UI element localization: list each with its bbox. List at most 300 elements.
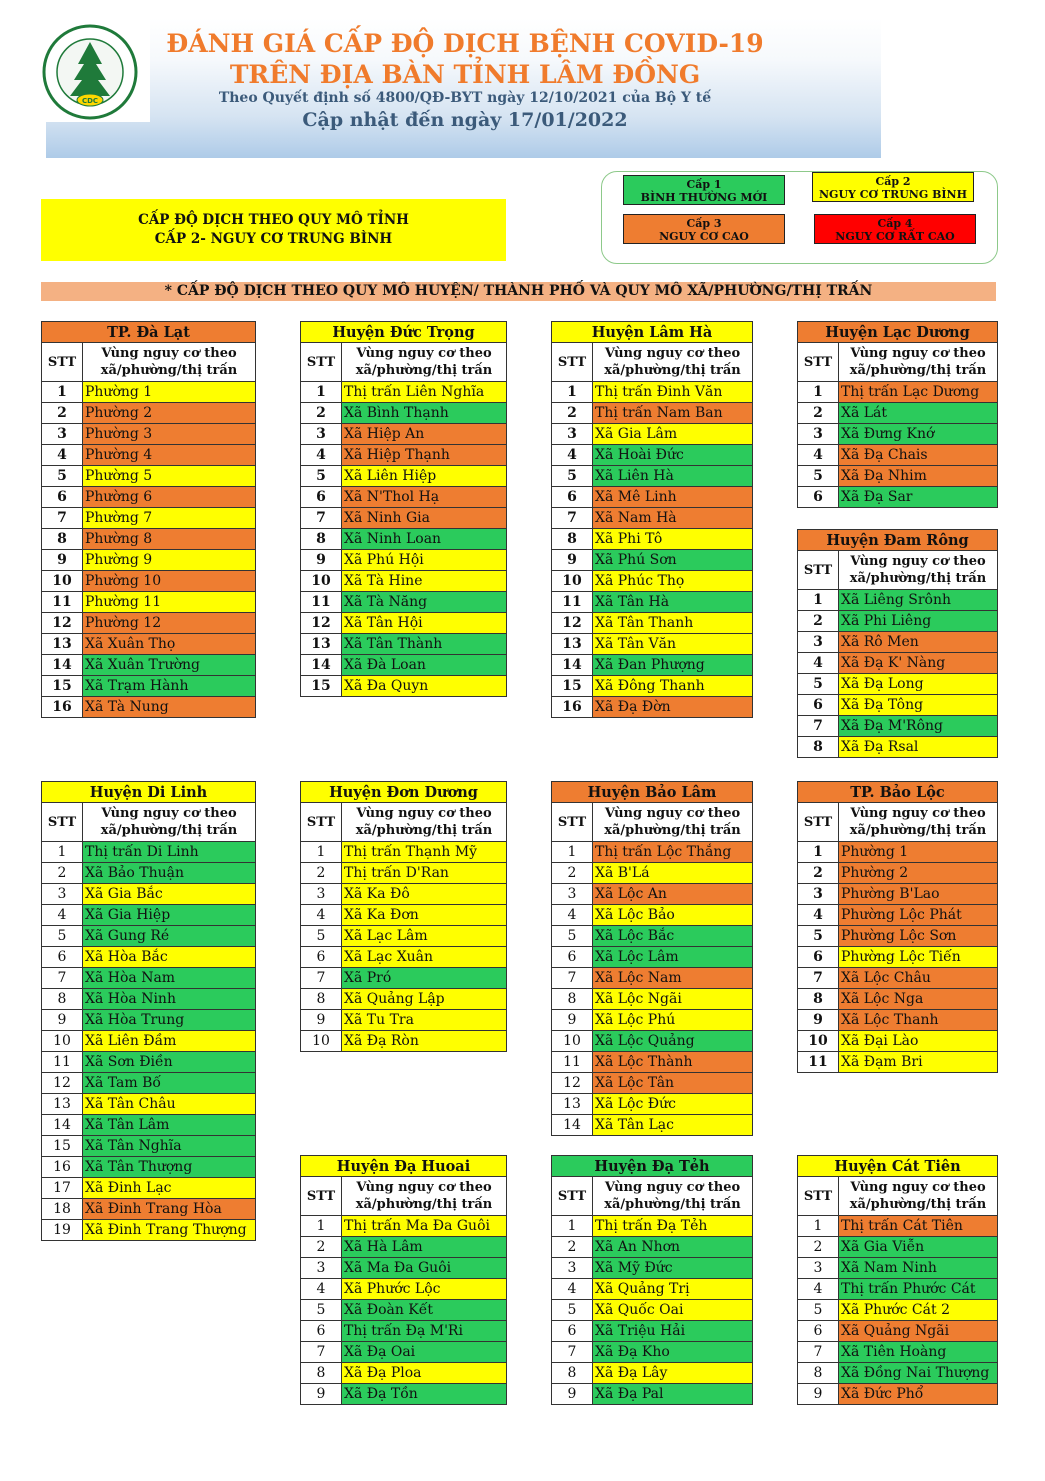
column-header-stt: STT [552, 343, 593, 382]
row-area-name: Xã Đạ M'Rông [839, 716, 998, 737]
row-area-name: Xã Lộc An [593, 884, 753, 905]
row-area-name: Xã Lạc Xuân [342, 947, 507, 968]
row-stt: 8 [42, 529, 83, 550]
table-row [301, 529, 507, 550]
row-area-name: Xã Liên Đầm [83, 1031, 256, 1052]
row-area-name: Xã An Nhơn [593, 1237, 753, 1258]
row-stt: 9 [552, 1010, 593, 1031]
row-area-name: Xã Mỹ Đức [593, 1258, 753, 1279]
row-area-name: Phường 6 [83, 487, 256, 508]
table-row [552, 1031, 753, 1052]
district-table [551, 321, 753, 718]
column-header-area: Vùng nguy cơ theo xã/phường/thị trấn [839, 1177, 998, 1216]
table-row [301, 655, 507, 676]
row-stt: 7 [552, 508, 593, 529]
row-stt: 2 [552, 1237, 593, 1258]
row-stt: 3 [798, 424, 839, 445]
table-row [798, 403, 998, 424]
table-row [552, 1342, 753, 1363]
table-row [301, 424, 507, 445]
table-row [301, 592, 507, 613]
row-area-name: Xã Đạ Sar [839, 487, 998, 508]
table-row [552, 1216, 753, 1237]
row-area-name: Xã Đinh Trang Thượng [83, 1220, 256, 1241]
row-area-name: Xã Tà Năng [342, 592, 507, 613]
row-area-name: Xã Hòa Nam [83, 968, 256, 989]
row-area-name: Xã Xuân Thọ [83, 634, 256, 655]
table-row [42, 655, 256, 676]
table-row [301, 1300, 507, 1321]
table-row [798, 863, 998, 884]
legend-level-label: NGUY CƠ RẤT CAO [835, 230, 955, 243]
table-row [301, 884, 507, 905]
row-stt: 4 [798, 653, 839, 674]
table-row [42, 926, 256, 947]
row-stt: 5 [552, 1300, 593, 1321]
row-area-name: Thị trấn Di Linh [83, 842, 256, 863]
row-stt: 9 [42, 550, 83, 571]
row-area-name: Xã Ma Đa Guôi [342, 1258, 507, 1279]
row-stt: 8 [798, 1363, 839, 1384]
column-header-stt: STT [301, 803, 342, 842]
row-area-name: Xã Bình Thạnh [342, 403, 507, 424]
row-stt: 2 [798, 403, 839, 424]
district-name: TP. Đà Lạt [42, 322, 256, 343]
row-area-name: Xã Tà Hine [342, 571, 507, 592]
table-row [798, 737, 998, 758]
row-area-name: Xã Đan Phượng [593, 655, 753, 676]
row-stt: 1 [301, 382, 342, 403]
row-stt: 11 [42, 592, 83, 613]
row-stt: 10 [301, 571, 342, 592]
column-header-stt: STT [552, 803, 593, 842]
table-row [301, 842, 507, 863]
legend-level-label: BÌNH THƯỜNG MỚI [640, 191, 768, 204]
table-row [42, 1010, 256, 1031]
district-table [797, 529, 998, 758]
table-row [552, 529, 753, 550]
row-stt: 7 [42, 968, 83, 989]
row-stt: 8 [301, 989, 342, 1010]
row-stt: 16 [42, 697, 83, 718]
row-area-name: Xã Phúc Thọ [593, 571, 753, 592]
row-stt: 2 [552, 403, 593, 424]
table-row [552, 676, 753, 697]
row-area-name: Xã Quảng Lập [342, 989, 507, 1010]
row-area-name: Xã Nam Hà [593, 508, 753, 529]
table-row [552, 1363, 753, 1384]
row-area-name: Thị trấn Ma Đa Guôi [342, 1216, 507, 1237]
row-stt: 3 [301, 424, 342, 445]
table-row [552, 592, 753, 613]
row-stt: 4 [301, 445, 342, 466]
legend-level-title: Cấp 4 [877, 217, 913, 230]
row-area-name: Thị trấn Đạ Tẻh [593, 1216, 753, 1237]
row-stt: 5 [42, 466, 83, 487]
row-stt: 3 [552, 884, 593, 905]
row-area-name: Thị trấn Cát Tiên [839, 1216, 998, 1237]
table-row [798, 1031, 998, 1052]
row-area-name: Xã B'Lá [593, 863, 753, 884]
row-area-name: Phường 5 [83, 466, 256, 487]
table-row [42, 947, 256, 968]
table-row [552, 613, 753, 634]
row-stt: 1 [798, 590, 839, 611]
table-row [552, 466, 753, 487]
row-area-name: Xã Đoàn Kết [342, 1300, 507, 1321]
row-stt: 8 [552, 1363, 593, 1384]
table-row [301, 863, 507, 884]
table-row [552, 1094, 753, 1115]
district-name: Huyện Đam Rông [798, 530, 998, 551]
table-row [798, 905, 998, 926]
row-stt: 1 [552, 1216, 593, 1237]
table-row [301, 926, 507, 947]
row-area-name: Xã Đạ Ròn [342, 1031, 507, 1052]
row-area-name: Thị trấn Nam Ban [593, 403, 753, 424]
row-area-name: Xã Tân Thượng [83, 1157, 256, 1178]
column-header-area: Vùng nguy cơ theo xã/phường/thị trấn [593, 343, 753, 382]
row-area-name: Xã Quảng Trị [593, 1279, 753, 1300]
column-header-stt: STT [301, 343, 342, 382]
row-stt: 6 [301, 1321, 342, 1342]
cdc-logo [38, 18, 150, 122]
row-stt: 16 [552, 697, 593, 718]
row-stt: 13 [42, 1094, 83, 1115]
table-row [798, 1321, 998, 1342]
row-area-name: Xã Tân Lâm [83, 1115, 256, 1136]
row-area-name: Xã Liêng Srônh [839, 590, 998, 611]
district-table [797, 321, 998, 508]
row-stt: 6 [798, 487, 839, 508]
table-row [552, 1279, 753, 1300]
table-row [301, 403, 507, 424]
row-stt: 15 [42, 676, 83, 697]
row-area-name: Phường 12 [83, 613, 256, 634]
row-stt: 8 [552, 989, 593, 1010]
column-header-stt: STT [798, 803, 839, 842]
row-area-name: Phường 4 [83, 445, 256, 466]
row-stt: 10 [42, 1031, 83, 1052]
row-stt: 7 [301, 1342, 342, 1363]
row-area-name: Xã Đức Phổ [839, 1384, 998, 1405]
column-header-area: Vùng nguy cơ theo xã/phường/thị trấn [593, 1177, 753, 1216]
row-area-name: Xã Đạ K' Nàng [839, 653, 998, 674]
district-table [797, 1155, 998, 1405]
row-area-name: Xã Đưng Knớ [839, 424, 998, 445]
table-row [301, 508, 507, 529]
row-stt: 3 [42, 424, 83, 445]
row-area-name: Xã Đạ Rsal [839, 737, 998, 758]
row-area-name: Xã Đạ Long [839, 674, 998, 695]
row-stt: 1 [42, 382, 83, 403]
table-row [552, 905, 753, 926]
row-stt: 5 [798, 466, 839, 487]
district-name: Huyện Lạc Dương [798, 322, 998, 343]
row-stt: 14 [301, 655, 342, 676]
table-row [552, 487, 753, 508]
row-area-name: Xã Tân Lạc [593, 1115, 753, 1136]
row-stt: 2 [42, 403, 83, 424]
district-table [551, 781, 753, 1136]
table-row [552, 884, 753, 905]
row-area-name: Phường 10 [83, 571, 256, 592]
row-area-name: Xã Sơn Điền [83, 1052, 256, 1073]
row-stt: 9 [301, 550, 342, 571]
table-row [42, 1031, 256, 1052]
row-stt: 5 [798, 1300, 839, 1321]
row-area-name: Phường B'Lao [839, 884, 998, 905]
table-row [798, 1384, 998, 1405]
row-stt: 2 [42, 863, 83, 884]
row-stt: 2 [301, 1237, 342, 1258]
table-row [301, 445, 507, 466]
row-stt: 8 [301, 529, 342, 550]
table-row [798, 653, 998, 674]
province-level-title: CẤP ĐỘ DỊCH THEO QUY MÔ TỈNH [138, 212, 409, 228]
row-stt: 4 [798, 1279, 839, 1300]
district-table [551, 1155, 753, 1405]
row-stt: 12 [552, 1073, 593, 1094]
row-area-name: Xã Lạc Lâm [342, 926, 507, 947]
row-stt: 7 [42, 508, 83, 529]
table-row [301, 1010, 507, 1031]
table-row [552, 1237, 753, 1258]
row-area-name: Xã Tu Tra [342, 1010, 507, 1031]
row-stt: 13 [301, 634, 342, 655]
row-area-name: Xã Tà Nung [83, 697, 256, 718]
row-stt: 13 [552, 634, 593, 655]
row-stt: 5 [301, 1300, 342, 1321]
table-row [798, 487, 998, 508]
district-name: Huyện Lâm Hà [552, 322, 753, 343]
table-row [798, 695, 998, 716]
row-stt: 8 [301, 1363, 342, 1384]
row-area-name: Xã Đạ Ploa [342, 1363, 507, 1384]
row-stt: 15 [42, 1136, 83, 1157]
table-row [42, 508, 256, 529]
table-row [552, 634, 753, 655]
row-area-name: Xã Đạ Kho [593, 1342, 753, 1363]
decision-subtitle: Theo Quyết định số 4800/QĐ-BYT ngày 12/10/2021 của Bộ Y tế [218, 90, 712, 106]
table-row [301, 676, 507, 697]
table-row [301, 1258, 507, 1279]
row-stt: 1 [798, 382, 839, 403]
row-area-name: Xã Quốc Oai [593, 1300, 753, 1321]
row-stt: 4 [301, 905, 342, 926]
row-stt: 4 [301, 1279, 342, 1300]
row-area-name: Xã Liên Hiệp [342, 466, 507, 487]
table-row [552, 968, 753, 989]
legend-level-title: Cấp 3 [686, 217, 722, 230]
row-area-name: Xã Triệu Hải [593, 1321, 753, 1342]
row-stt: 4 [42, 905, 83, 926]
row-area-name: Xã Hiệp Thạnh [342, 445, 507, 466]
row-stt: 12 [42, 613, 83, 634]
table-row [42, 968, 256, 989]
row-stt: 3 [798, 632, 839, 653]
table-row [552, 571, 753, 592]
row-area-name: Phường 1 [83, 382, 256, 403]
row-stt: 10 [552, 1031, 593, 1052]
row-stt: 5 [301, 466, 342, 487]
table-row [798, 1216, 998, 1237]
row-area-name: Xã Đinh Trang Hòa [83, 1199, 256, 1220]
table-row [42, 884, 256, 905]
table-row [42, 1136, 256, 1157]
row-stt: 5 [301, 926, 342, 947]
row-area-name: Phường Lộc Sơn [839, 926, 998, 947]
table-row [42, 1199, 256, 1220]
update-date: Cập nhật đến ngày 17/01/2022 [302, 109, 628, 131]
table-row [301, 571, 507, 592]
row-area-name: Xã Lát [839, 403, 998, 424]
table-row [301, 1384, 507, 1405]
column-header-area: Vùng nguy cơ theo xã/phường/thị trấn [839, 343, 998, 382]
table-row [42, 1220, 256, 1241]
district-name: Huyện Đạ Tẻh [552, 1156, 753, 1177]
table-row [301, 989, 507, 1010]
row-area-name: Xã Tiên Hoàng [839, 1342, 998, 1363]
column-header-area: Vùng nguy cơ theo xã/phường/thị trấn [342, 343, 507, 382]
province-level-box [41, 199, 506, 261]
table-row [42, 697, 256, 718]
row-stt: 3 [42, 884, 83, 905]
row-area-name: Xã Phi Tô [593, 529, 753, 550]
row-area-name: Thị trấn Lộc Thắng [593, 842, 753, 863]
table-row [798, 1279, 998, 1300]
row-area-name: Xã Lộc Thanh [839, 1010, 998, 1031]
table-row [301, 1342, 507, 1363]
table-row [42, 1157, 256, 1178]
district-table [300, 321, 507, 697]
table-row [42, 592, 256, 613]
row-stt: 6 [798, 695, 839, 716]
row-area-name: Xã Tân Nghĩa [83, 1136, 256, 1157]
table-row [552, 508, 753, 529]
district-name: Huyện Bảo Lâm [552, 782, 753, 803]
column-header-area: Vùng nguy cơ theo xã/phường/thị trấn [839, 803, 998, 842]
row-stt: 3 [552, 424, 593, 445]
table-row [301, 382, 507, 403]
row-stt: 8 [798, 989, 839, 1010]
row-area-name: Thị trấn Đạ M'Ri [342, 1321, 507, 1342]
row-stt: 6 [301, 487, 342, 508]
row-stt: 3 [798, 884, 839, 905]
table-row [798, 445, 998, 466]
row-stt: 4 [552, 445, 593, 466]
table-row [301, 968, 507, 989]
row-stt: 11 [552, 592, 593, 613]
row-stt: 7 [798, 716, 839, 737]
row-stt: 1 [301, 842, 342, 863]
table-row [798, 989, 998, 1010]
row-stt: 7 [798, 1342, 839, 1363]
column-header-stt: STT [552, 1177, 593, 1216]
row-stt: 1 [552, 842, 593, 863]
row-stt: 11 [42, 1052, 83, 1073]
row-area-name: Xã Hòa Ninh [83, 989, 256, 1010]
row-area-name: Xã Gia Bắc [83, 884, 256, 905]
province-level-value: CẤP 2- NGUY CƠ TRUNG BÌNH [154, 231, 393, 247]
column-header-stt: STT [42, 343, 83, 382]
row-area-name: Xã Phú Hội [342, 550, 507, 571]
table-row [798, 466, 998, 487]
district-name: Huyện Đạ Huoai [301, 1156, 507, 1177]
row-area-name: Xã Lộc Nga [839, 989, 998, 1010]
row-area-name: Xã Phú Sơn [593, 550, 753, 571]
district-name: Huyện Di Linh [42, 782, 256, 803]
row-area-name: Xã Quảng Ngãi [839, 1321, 998, 1342]
row-stt: 2 [798, 611, 839, 632]
row-area-name: Phường 2 [83, 403, 256, 424]
row-area-name: Xã Lộc Nam [593, 968, 753, 989]
table-row [798, 926, 998, 947]
table-row [552, 697, 753, 718]
row-stt: 3 [301, 1258, 342, 1279]
table-row [552, 403, 753, 424]
table-row [552, 947, 753, 968]
row-area-name: Phường 11 [83, 592, 256, 613]
district-table [41, 321, 256, 718]
column-header-area: Vùng nguy cơ theo xã/phường/thị trấn [83, 803, 256, 842]
row-stt: 11 [798, 1052, 839, 1073]
table-row [301, 905, 507, 926]
row-stt: 9 [301, 1010, 342, 1031]
row-area-name: Thị trấn D'Ran [342, 863, 507, 884]
district-table [41, 781, 256, 1241]
row-stt: 5 [798, 926, 839, 947]
row-stt: 2 [798, 863, 839, 884]
row-area-name: Xã Ninh Gia [342, 508, 507, 529]
row-area-name: Xã Phi Liêng [839, 611, 998, 632]
table-row [798, 716, 998, 737]
row-area-name: Thị trấn Liên Nghĩa [342, 382, 507, 403]
row-area-name: Xã Tam Bố [83, 1073, 256, 1094]
row-area-name: Xã Đồng Nai Thượng [839, 1363, 998, 1384]
row-stt: 3 [552, 1258, 593, 1279]
row-stt: 9 [798, 1384, 839, 1405]
column-header-stt: STT [301, 1177, 342, 1216]
row-area-name: Xã Tân Châu [83, 1094, 256, 1115]
main-title-line1: ĐÁNH GIÁ CẤP ĐỘ DỊCH BỆNH COVID-19 [166, 29, 764, 58]
table-row [798, 1300, 998, 1321]
table-row [301, 947, 507, 968]
row-area-name: Xã Đạ Lây [593, 1363, 753, 1384]
row-stt: 6 [552, 1321, 593, 1342]
row-stt: 2 [301, 403, 342, 424]
table-row [301, 1279, 507, 1300]
row-stt: 6 [552, 487, 593, 508]
table-row [42, 676, 256, 697]
row-area-name: Xã Lộc Đức [593, 1094, 753, 1115]
table-row [42, 571, 256, 592]
row-stt: 2 [552, 863, 593, 884]
row-stt: 6 [798, 947, 839, 968]
table-row [42, 1178, 256, 1199]
table-row [42, 863, 256, 884]
table-row [301, 1237, 507, 1258]
row-area-name: Xã Đông Thanh [593, 676, 753, 697]
table-row [552, 989, 753, 1010]
row-area-name: Xã Đà Loan [342, 655, 507, 676]
row-area-name: Xã Gia Hiệp [83, 905, 256, 926]
table-row [301, 466, 507, 487]
column-header-stt: STT [798, 551, 839, 590]
row-area-name: Xã Đạ Oai [342, 1342, 507, 1363]
legend-level-1 [623, 175, 785, 205]
row-area-name: Thị trấn Lạc Dương [839, 382, 998, 403]
